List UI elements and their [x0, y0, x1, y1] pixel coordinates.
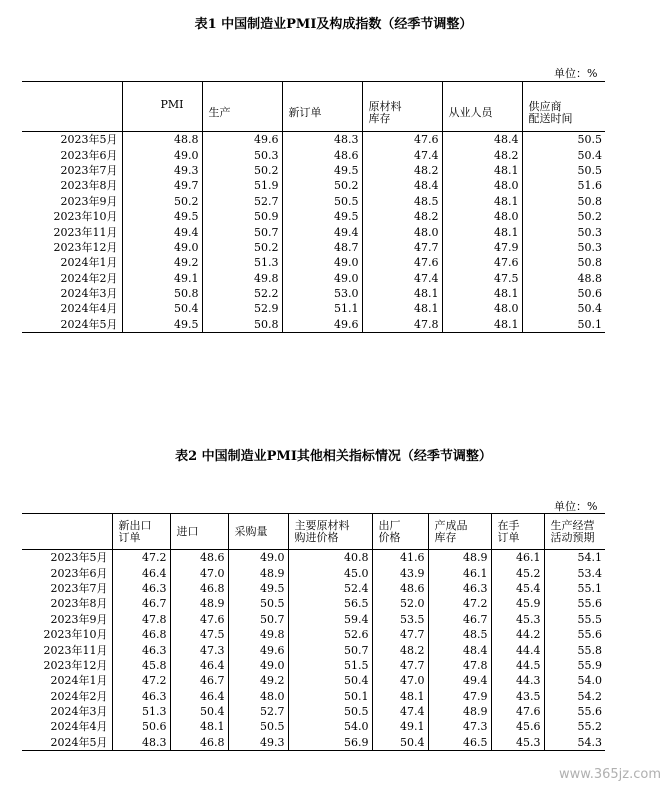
value-cell: 47.5: [442, 271, 522, 286]
value-cell: 49.5: [122, 209, 202, 224]
value-cell: 48.8: [122, 132, 202, 148]
month-cell: 2024年5月: [50, 735, 108, 749]
table1-row: [22, 147, 605, 162]
month-cell: 2023年5月: [50, 551, 108, 565]
value-cell: 47.5: [170, 627, 228, 642]
value-cell: 54.0: [544, 673, 605, 688]
table1-header-row: [22, 82, 605, 132]
value-cell: 49.3: [228, 735, 288, 751]
value-cell: 48.9: [228, 565, 288, 580]
value-cell: 48.0: [442, 301, 522, 316]
value-cell: 48.2: [372, 642, 428, 657]
value-cell: 50.8: [202, 317, 282, 333]
value-cell: 49.0: [228, 658, 288, 673]
value-cell: 48.5: [428, 627, 491, 642]
table2-row: [22, 581, 605, 596]
value-cell: 50.7: [228, 612, 288, 627]
value-cell: 49.6: [202, 132, 282, 148]
value-cell: 51.3: [112, 704, 170, 719]
pmi-composition-table: [22, 81, 605, 333]
table2-header-cell: 在手 订单: [491, 514, 544, 550]
value-cell: 55.6: [544, 596, 605, 611]
value-cell: 53.0: [282, 286, 362, 301]
value-cell: 48.4: [428, 642, 491, 657]
table2-header-month: [22, 514, 112, 550]
value-cell: 50.7: [288, 642, 372, 657]
value-cell: 52.9: [202, 301, 282, 316]
value-cell: 52.0: [372, 596, 428, 611]
value-cell: 52.7: [202, 194, 282, 209]
table2-caption: 表2 中国制造业PMI其他相关指标情况（经季节调整）: [175, 449, 492, 464]
value-cell: 51.1: [282, 301, 362, 316]
value-cell: 49.0: [122, 147, 202, 162]
value-cell: 49.2: [122, 255, 202, 270]
value-cell: 49.1: [372, 719, 428, 734]
value-cell: 49.5: [228, 581, 288, 596]
value-cell: 50.7: [202, 224, 282, 239]
value-cell: 56.5: [288, 596, 372, 611]
table1-row: [22, 240, 605, 255]
value-cell: 50.4: [170, 704, 228, 719]
value-cell: 48.1: [442, 194, 522, 209]
value-cell: 50.2: [202, 240, 282, 255]
value-cell: 45.8: [112, 658, 170, 673]
value-cell: 47.3: [428, 719, 491, 734]
value-cell: 48.0: [442, 209, 522, 224]
value-cell: 48.9: [428, 550, 491, 566]
value-cell: 48.7: [282, 240, 362, 255]
table2-header-cell: 新出口 订单: [112, 514, 170, 550]
month-cell: 2023年11月: [43, 643, 108, 657]
value-cell: 49.7: [122, 178, 202, 193]
value-cell: 50.2: [282, 178, 362, 193]
table2-row: [22, 689, 605, 704]
value-cell: 49.4: [428, 673, 491, 688]
table2-header-cell: 产成品 库存: [428, 514, 491, 550]
month-cell: 2023年6月: [60, 148, 118, 162]
value-cell: 45.3: [491, 612, 544, 627]
value-cell: 52.6: [288, 627, 372, 642]
month-cell: 2023年9月: [50, 612, 108, 626]
value-cell: 48.1: [362, 286, 442, 301]
value-cell: 48.2: [362, 163, 442, 178]
value-cell: 47.3: [170, 642, 228, 657]
value-cell: 53.4: [544, 565, 605, 580]
value-cell: 46.1: [491, 550, 544, 566]
value-cell: 51.6: [522, 178, 605, 193]
value-cell: 48.6: [372, 581, 428, 596]
table2-row: [22, 596, 605, 611]
value-cell: 50.1: [522, 317, 605, 333]
table2-header-cell: 生产经营 活动预期: [544, 514, 605, 550]
value-cell: 51.9: [202, 178, 282, 193]
value-cell: 49.3: [122, 163, 202, 178]
value-cell: 48.0: [228, 689, 288, 704]
value-cell: 55.8: [544, 642, 605, 657]
value-cell: 43.5: [491, 689, 544, 704]
value-cell: 50.5: [228, 719, 288, 734]
value-cell: 48.9: [170, 596, 228, 611]
value-cell: 43.9: [372, 565, 428, 580]
value-cell: 49.8: [202, 271, 282, 286]
table2-header-cell: 主要原材料 购进价格: [288, 514, 372, 550]
value-cell: 56.9: [288, 735, 372, 751]
value-cell: 47.6: [362, 132, 442, 148]
value-cell: 40.8: [288, 550, 372, 566]
value-cell: 47.4: [362, 271, 442, 286]
month-cell: 2023年5月: [60, 133, 118, 147]
value-cell: 48.2: [442, 147, 522, 162]
table1-row: [22, 317, 605, 333]
month-cell: 2023年11月: [53, 225, 118, 239]
value-cell: 48.6: [282, 147, 362, 162]
value-cell: 46.8: [170, 735, 228, 751]
month-cell: 2024年5月: [60, 317, 118, 331]
value-cell: 49.0: [282, 255, 362, 270]
table2-header-cell: 进口: [170, 514, 228, 550]
value-cell: 55.5: [544, 612, 605, 627]
table1-header-month: [22, 82, 122, 132]
table1-row: [22, 194, 605, 209]
value-cell: 47.8: [428, 658, 491, 673]
month-cell: 2023年8月: [60, 179, 118, 193]
month-cell: 2023年7月: [60, 163, 118, 177]
table1-row: [22, 178, 605, 193]
table1-header-cell: 新订单: [282, 82, 362, 132]
table2-row: [22, 550, 605, 566]
table2-row: [22, 719, 605, 734]
value-cell: 47.6: [362, 255, 442, 270]
value-cell: 49.6: [282, 317, 362, 333]
value-cell: 50.2: [202, 163, 282, 178]
month-cell: 2023年10月: [53, 210, 118, 224]
value-cell: 55.9: [544, 658, 605, 673]
value-cell: 47.0: [372, 673, 428, 688]
value-cell: 50.4: [288, 673, 372, 688]
month-cell: 2024年3月: [60, 287, 118, 301]
value-cell: 50.3: [522, 240, 605, 255]
value-cell: 47.2: [428, 596, 491, 611]
value-cell: 46.4: [170, 689, 228, 704]
table1-row: [22, 132, 605, 148]
value-cell: 50.8: [122, 286, 202, 301]
value-cell: 45.6: [491, 719, 544, 734]
value-cell: 47.9: [428, 689, 491, 704]
month-cell: 2023年10月: [43, 628, 108, 642]
value-cell: 48.6: [170, 550, 228, 566]
value-cell: 50.6: [112, 719, 170, 734]
month-cell: 2023年7月: [50, 581, 108, 595]
value-cell: 48.3: [282, 132, 362, 148]
table2-body: [22, 550, 605, 751]
value-cell: 45.2: [491, 565, 544, 580]
value-cell: 48.2: [362, 209, 442, 224]
value-cell: 46.8: [170, 581, 228, 596]
value-cell: 48.8: [522, 271, 605, 286]
table1-row: [22, 163, 605, 178]
value-cell: 47.9: [442, 240, 522, 255]
value-cell: 51.3: [202, 255, 282, 270]
value-cell: 47.7: [372, 627, 428, 642]
value-cell: 48.1: [442, 163, 522, 178]
value-cell: 46.1: [428, 565, 491, 580]
month-cell: 2023年12月: [53, 240, 118, 254]
table1-row: [22, 271, 605, 286]
value-cell: 46.4: [170, 658, 228, 673]
value-cell: 46.5: [428, 735, 491, 751]
value-cell: 48.1: [372, 689, 428, 704]
table1-unit: 单位：%: [554, 67, 598, 80]
table1-header-cell: 从业人员: [442, 82, 522, 132]
value-cell: 49.5: [122, 317, 202, 333]
value-cell: 49.0: [122, 240, 202, 255]
value-cell: 50.5: [522, 132, 605, 148]
value-cell: 50.3: [522, 224, 605, 239]
value-cell: 46.8: [112, 627, 170, 642]
table2-row: [22, 627, 605, 642]
table2-header-cell: 出厂 价格: [372, 514, 428, 550]
value-cell: 55.2: [544, 719, 605, 734]
value-cell: 49.8: [228, 627, 288, 642]
table2-row: [22, 704, 605, 719]
value-cell: 47.2: [112, 673, 170, 688]
table1-row: [22, 255, 605, 270]
value-cell: 49.4: [122, 224, 202, 239]
month-cell: 2023年8月: [50, 597, 108, 611]
value-cell: 47.6: [491, 704, 544, 719]
month-cell: 2024年4月: [60, 302, 118, 316]
table2-row: [22, 612, 605, 627]
value-cell: 48.4: [442, 132, 522, 148]
table1-body: [22, 132, 605, 333]
month-cell: 2023年12月: [43, 658, 108, 672]
value-cell: 46.7: [428, 612, 491, 627]
value-cell: 48.3: [112, 735, 170, 751]
value-cell: 53.5: [372, 612, 428, 627]
value-cell: 47.0: [170, 565, 228, 580]
table1-row: [22, 286, 605, 301]
value-cell: 46.7: [112, 596, 170, 611]
value-cell: 50.8: [522, 194, 605, 209]
value-cell: 48.5: [362, 194, 442, 209]
value-cell: 52.4: [288, 581, 372, 596]
value-cell: 55.1: [544, 581, 605, 596]
value-cell: 47.6: [170, 612, 228, 627]
table1-row: [22, 209, 605, 224]
table2-header-row: [22, 514, 605, 550]
value-cell: 49.6: [228, 642, 288, 657]
value-cell: 44.2: [491, 627, 544, 642]
month-cell: 2024年1月: [60, 256, 118, 270]
value-cell: 48.9: [428, 704, 491, 719]
value-cell: 49.1: [122, 271, 202, 286]
value-cell: 48.1: [442, 224, 522, 239]
value-cell: 45.0: [288, 565, 372, 580]
month-cell: 2024年4月: [50, 720, 108, 734]
pmi-other-indicators-table: [22, 513, 605, 751]
value-cell: 50.5: [282, 194, 362, 209]
value-cell: 46.3: [112, 642, 170, 657]
value-cell: 49.0: [228, 550, 288, 566]
month-cell: 2024年2月: [60, 271, 118, 285]
month-cell: 2023年9月: [60, 194, 118, 208]
value-cell: 47.2: [112, 550, 170, 566]
value-cell: 50.8: [522, 255, 605, 270]
value-cell: 41.6: [372, 550, 428, 566]
value-cell: 47.8: [362, 317, 442, 333]
value-cell: 46.3: [428, 581, 491, 596]
value-cell: 48.0: [442, 178, 522, 193]
month-cell: 2023年6月: [50, 566, 108, 580]
value-cell: 52.7: [228, 704, 288, 719]
value-cell: 51.5: [288, 658, 372, 673]
value-cell: 47.8: [112, 612, 170, 627]
value-cell: 44.4: [491, 642, 544, 657]
value-cell: 55.6: [544, 704, 605, 719]
value-cell: 46.7: [170, 673, 228, 688]
value-cell: 50.4: [122, 301, 202, 316]
table2-row: [22, 735, 605, 751]
value-cell: 54.1: [544, 550, 605, 566]
value-cell: 50.4: [522, 301, 605, 316]
table2-unit: 单位：%: [554, 500, 598, 513]
value-cell: 50.6: [522, 286, 605, 301]
value-cell: 54.3: [544, 735, 605, 751]
value-cell: 46.4: [112, 565, 170, 580]
value-cell: 55.6: [544, 627, 605, 642]
value-cell: 49.5: [282, 163, 362, 178]
value-cell: 48.1: [442, 317, 522, 333]
value-cell: 47.7: [372, 658, 428, 673]
value-cell: 48.1: [170, 719, 228, 734]
value-cell: 45.3: [491, 735, 544, 751]
value-cell: 47.4: [362, 147, 442, 162]
watermark-text: www.365jz.com: [559, 767, 661, 782]
value-cell: 47.7: [362, 240, 442, 255]
value-cell: 59.4: [288, 612, 372, 627]
month-cell: 2024年3月: [50, 705, 108, 719]
value-cell: 50.4: [522, 147, 605, 162]
value-cell: 48.1: [442, 286, 522, 301]
value-cell: 44.3: [491, 673, 544, 688]
table1-row: [22, 301, 605, 316]
month-cell: 2024年1月: [50, 674, 108, 688]
table1-header-cell: 原材料 库存: [362, 82, 442, 132]
value-cell: 48.4: [362, 178, 442, 193]
value-cell: 54.0: [288, 719, 372, 734]
value-cell: 49.2: [228, 673, 288, 688]
value-cell: 46.3: [112, 689, 170, 704]
value-cell: 48.0: [362, 224, 442, 239]
value-cell: 54.2: [544, 689, 605, 704]
value-cell: 48.1: [362, 301, 442, 316]
value-cell: 47.6: [442, 255, 522, 270]
value-cell: 50.5: [288, 704, 372, 719]
table1-header-cell: PMI: [122, 82, 202, 132]
table2-row: [22, 673, 605, 688]
value-cell: 44.5: [491, 658, 544, 673]
value-cell: 50.5: [228, 596, 288, 611]
value-cell: 49.4: [282, 224, 362, 239]
value-cell: 47.4: [372, 704, 428, 719]
value-cell: 50.1: [288, 689, 372, 704]
month-cell: 2024年2月: [50, 689, 108, 703]
value-cell: 49.0: [282, 271, 362, 286]
value-cell: 50.4: [372, 735, 428, 751]
table1-row: [22, 224, 605, 239]
value-cell: 45.4: [491, 581, 544, 596]
table1-header-cell: 生产: [202, 82, 282, 132]
value-cell: 50.2: [522, 209, 605, 224]
value-cell: 50.3: [202, 147, 282, 162]
table2-row: [22, 565, 605, 580]
table2-header-cell: 采购量: [228, 514, 288, 550]
table2-row: [22, 642, 605, 657]
value-cell: 45.9: [491, 596, 544, 611]
value-cell: 50.9: [202, 209, 282, 224]
value-cell: 46.3: [112, 581, 170, 596]
value-cell: 50.2: [122, 194, 202, 209]
table2-row: [22, 658, 605, 673]
table1-header-cell: 供应商 配送时间: [522, 82, 605, 132]
value-cell: 49.5: [282, 209, 362, 224]
value-cell: 50.5: [522, 163, 605, 178]
table1-caption: 表1 中国制造业PMI及构成指数（经季节调整）: [194, 17, 473, 32]
value-cell: 52.2: [202, 286, 282, 301]
